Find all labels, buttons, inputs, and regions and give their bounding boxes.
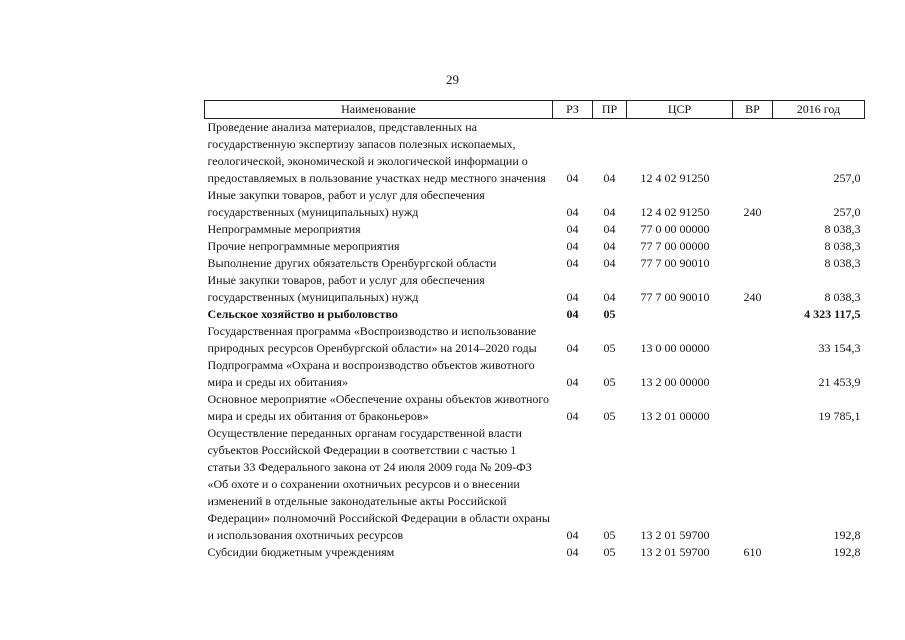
row-sum: 4 323 117,5 (804, 307, 861, 321)
row-csr: 12 4 02 91250 (640, 171, 710, 185)
table-row (205, 391, 865, 425)
row-vr: 610 (743, 545, 762, 559)
row-rz: 04 (566, 290, 579, 304)
table-row-section (205, 306, 865, 323)
row-name: Выполнение других обязательств Оренбургской области (207, 256, 497, 270)
row-name: Подпрограмма «Охрана и воспроизводство объектов животного мира и среды их обитания» (207, 358, 535, 389)
row-name: Иные закупки товаров, работ и услуг для обеспечения государственных (муниципальных) нужд (207, 188, 485, 219)
row-pr: 05 (603, 341, 616, 355)
row-csr: 13 2 00 00000 (640, 375, 710, 389)
row-vr (733, 425, 773, 544)
row-sum: 257,0 (833, 171, 861, 185)
row-csr: 77 7 00 00000 (640, 239, 710, 253)
row-sum: 192,8 (833, 528, 861, 542)
row-csr: 77 7 00 90010 (640, 290, 710, 304)
row-vr (733, 255, 773, 272)
row-pr: 05 (603, 409, 616, 423)
row-name: Непрограммные мероприятия (207, 222, 361, 236)
row-csr: 12 4 02 91250 (640, 205, 710, 219)
row-pr: 05 (603, 375, 616, 389)
header-csr: ЦСР (627, 101, 733, 119)
row-csr: 13 0 00 00000 (640, 341, 710, 355)
row-pr: 05 (603, 307, 616, 321)
row-pr: 04 (603, 205, 616, 219)
table-row (205, 255, 865, 272)
row-sum: 257,0 (833, 205, 861, 219)
row-rz: 04 (566, 341, 579, 355)
header-year: 2016 год (773, 101, 865, 119)
row-rz: 04 (566, 239, 579, 253)
row-csr: 77 0 00 00000 (640, 222, 710, 236)
header-name: Наименование (205, 101, 553, 119)
row-csr: 13 2 01 00000 (640, 409, 710, 423)
row-vr (733, 238, 773, 255)
row-sum: 8 038,3 (824, 222, 861, 236)
row-rz: 04 (566, 545, 579, 559)
table-row (205, 425, 865, 544)
row-sum: 8 038,3 (824, 290, 861, 304)
row-pr: 04 (603, 239, 616, 253)
table-row (205, 323, 865, 357)
row-name: Осуществление переданных органам государственной власти субъектов Российской Федерации в соответствии с частью 1 статьи 33 Федерального закона от 24 июля 2009 года № 209-ФЗ «Об охоте и о сохранении охотничьих ресурсов и о внесении изменений в отдельные законодательные акты Российской Федерации» полномочий Российской Федерации в области охраны и использования охотничьих ресурсов (207, 426, 550, 542)
row-vr: 240 (743, 205, 762, 219)
row-rz: 04 (566, 307, 579, 321)
row-sum: 192,8 (833, 545, 861, 559)
header-vr: ВР (733, 101, 773, 119)
row-name: Иные закупки товаров, работ и услуг для обеспечения государственных (муниципальных) нужд (207, 273, 485, 304)
table-header-row (205, 101, 865, 119)
row-csr (627, 306, 733, 323)
header-rz: РЗ (553, 101, 593, 119)
row-pr: 04 (603, 222, 616, 236)
row-sum: 33 154,3 (818, 341, 861, 355)
row-name: Государственная программа «Воспроизводство и использование природных ресурсов Оренбургской области» на 2014–2020 годы (207, 324, 537, 355)
row-vr: 240 (743, 290, 762, 304)
row-rz: 04 (566, 528, 579, 542)
table-row (205, 238, 865, 255)
row-pr: 04 (603, 290, 616, 304)
table-row (205, 221, 865, 238)
row-vr (733, 221, 773, 238)
table-row (205, 119, 865, 188)
row-pr: 05 (603, 528, 616, 542)
row-rz: 04 (566, 205, 579, 219)
row-vr (733, 391, 773, 425)
header-pr: ПР (593, 101, 627, 119)
row-csr: 13 2 01 59700 (640, 528, 710, 542)
row-sum: 21 453,9 (818, 375, 861, 389)
row-pr: 04 (603, 256, 616, 270)
row-vr (733, 119, 773, 188)
row-rz: 04 (566, 256, 579, 270)
page-number: 29 (446, 72, 459, 87)
budget-table (204, 100, 865, 561)
row-name: Сельское хозяйство и рыболовство (207, 307, 398, 321)
row-vr (733, 306, 773, 323)
row-pr: 04 (603, 171, 616, 185)
row-name: Проведение анализа материалов, представленных на государственную экспертизу запасов полезных ископаемых, геологической, экономической и экологической информации о предоставляемых в пользование участках недр местного значения (207, 120, 546, 185)
table-row (205, 357, 865, 391)
row-rz: 04 (566, 222, 579, 236)
row-rz: 04 (566, 171, 579, 185)
row-name: Основное мероприятие «Обеспечение охраны объектов животного мира и среды их обитания от браконьеров» (207, 392, 549, 423)
table-row (205, 544, 865, 561)
table-row (205, 272, 865, 306)
row-sum: 19 785,1 (818, 409, 861, 423)
row-csr: 77 7 00 90010 (640, 256, 710, 270)
row-vr (733, 357, 773, 391)
table-row (205, 187, 865, 221)
row-name: Субсидии бюджетным учреждениям (207, 545, 395, 559)
row-name: Прочие непрограммные мероприятия (207, 239, 400, 253)
row-csr: 13 2 01 59700 (640, 545, 710, 559)
row-vr (733, 323, 773, 357)
row-sum: 8 038,3 (824, 256, 861, 270)
row-sum: 8 038,3 (824, 239, 861, 253)
row-rz: 04 (566, 375, 579, 389)
row-rz: 04 (566, 409, 579, 423)
row-pr: 05 (603, 545, 616, 559)
